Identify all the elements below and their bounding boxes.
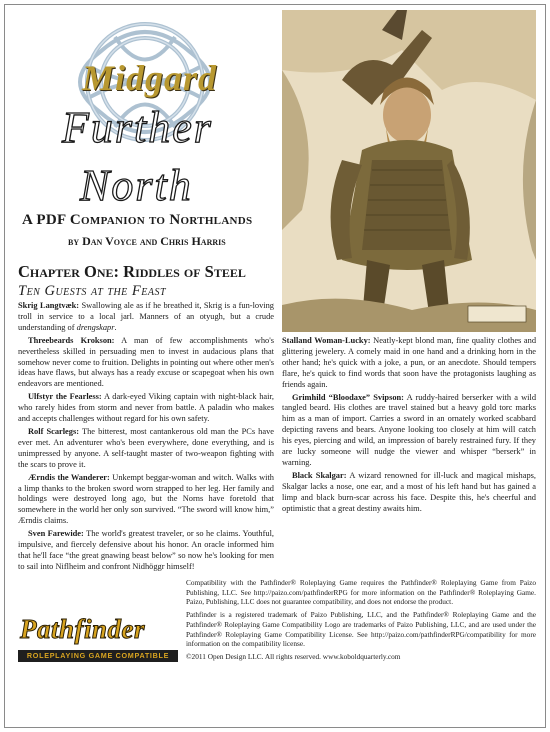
legal-copyright: ©2011 Open Design LLC. All rights reserved. www.koboldquarterly.com xyxy=(186,651,401,661)
title-further: Further xyxy=(62,103,213,152)
chapter-title: Chapter One: Riddles of Steel xyxy=(18,262,246,281)
title-north: North xyxy=(80,161,193,210)
pathfinder-compatible-logo xyxy=(14,594,182,658)
byline: by Dan Voyce and Chris Harris xyxy=(68,234,226,248)
guest-entry: Skrig Langtvæk: Swallowing ale as if he breathed it, Skrig is a fun-loving troll in service to a local jarl. Manners of an otyugh, but a crude understanding of drengskapr. xyxy=(18,301,274,332)
guest-entry: Rolf Scarlegs: The bitterest, most cantankerous old man the PCs have ever met. An adventurer who's been everywhere, done everything, and is unimpressed by anyone. A self-taught master of two-weapon fighting with the scars to prove it. xyxy=(18,426,274,469)
pathfinder-wordmark: Pathfinder xyxy=(20,614,146,644)
guest-entry: Black Skalgar: A wizard renowned for ill-luck and magical mishaps, Skalgar lacks a nose, one ear, and a most of his left hand but has gained a limp and black burn-scar across his face. Despite this, he's cheerful and optimistic that a great destiny awaits him. xyxy=(282,470,537,513)
legal-compatibility: Compatibility with the Pathfinder® Roleplaying Game requires the Pathfinder® Roleplaying Game from Paizo Publishing, LLC. See http://paizo.com/pathfinderRPG for more information on the Pathfinder® Roleplaying Game. Paizo, Publishing, LLC does not guarantee compatibility, and does not endorse the product. xyxy=(186,578,536,607)
left-column xyxy=(18,301,274,575)
pathfinder-tagline: ROLEPLAYING GAME COMPATIBLE xyxy=(18,650,178,662)
midgard-logo-wordmark: Midgard xyxy=(82,58,218,98)
viking-illustration xyxy=(282,10,536,332)
section-title: Ten Guests at the Feast xyxy=(18,283,167,299)
legal-trademark: Pathfinder is a registered trademark of Paizo Publishing, LLC, and the Pathfinder® Roleplaying Game and the Pathfinder® Roleplaying Game Compatibility Logo are trademarks of Paizo Publishing, LLC, and are used under the Pathfinder® Roleplaying Game Compatibility License. See http://paizo.com/pathfinderRPG/compatibility for more information on the compatibility license. xyxy=(186,610,536,649)
guest-entry: Ulfstyr the Fearless: A dark-eyed Viking captain with night-black hair, who rarely hides from storm and never from battle. A paladin who makes and accepts challenges without regard for his own safety. xyxy=(18,392,275,424)
guest-entry: Ærndis the Wanderer: Unkempt beggar-woman and witch. Walks with a limp thanks to the broken sword worn strapped to her leg. Her family and holdings were destroyed long ago, but the Norns have foretold that somewhere in the world her only son survived. “The sword will know him,” Ærndis claims. xyxy=(18,472,274,526)
subtitle: A PDF Companion to Northlands xyxy=(22,212,253,228)
guest-entry: Sven Farewide: The world's greatest traveler, or so he claims. Youthful, impulsive, and fiercely defensive about his honor. An oracle informed him that he'll face “the great gnawing beast below” so now he's looking for men to sail into Niflheim and confront Nidhöggr himself! xyxy=(18,529,274,571)
footer xyxy=(12,578,538,704)
guest-entry: Stalland Woman-Lucky: Neatly-kept blond man, fine quality clothes and glittering jewelery. A comely maid in one hand and a drinking horn in the other hand; he's quick with a joke, a pun, or an anecdote. Should tempers flare, he's quick to find words that soon have the protagonists laughing as friends again. xyxy=(282,336,537,389)
right-column xyxy=(282,336,536,517)
guest-entry: Grimhild “Bloodaxe” Svipson: A ruddy-haired berserker with a wild tangled beard. His clothes are travel stained but a heavy gold torc marks him as a man of import. Carries a sword in an ornately worked scabbard depicting ravens and bears. Anyone looking too closely at him will catch his eyes, piercing and wild, an impression of barely restrained fury. If they are lucky someone will nudge the viewer and whisper “berserk” in warning. xyxy=(282,392,537,467)
viking-warrior-image xyxy=(282,10,536,332)
legal-text xyxy=(186,578,536,665)
title-block xyxy=(24,10,282,244)
guest-entry: Threebeards Krokson: A man of few accomplishments who's nevertheless skilled in persuading men to invest in audacious plans that somehow never come to fruition. Delights in pointing out where other men's ideas have flaws, but always has a ready excuse or scapegoat when his own endeavors are mentioned. xyxy=(18,335,274,389)
